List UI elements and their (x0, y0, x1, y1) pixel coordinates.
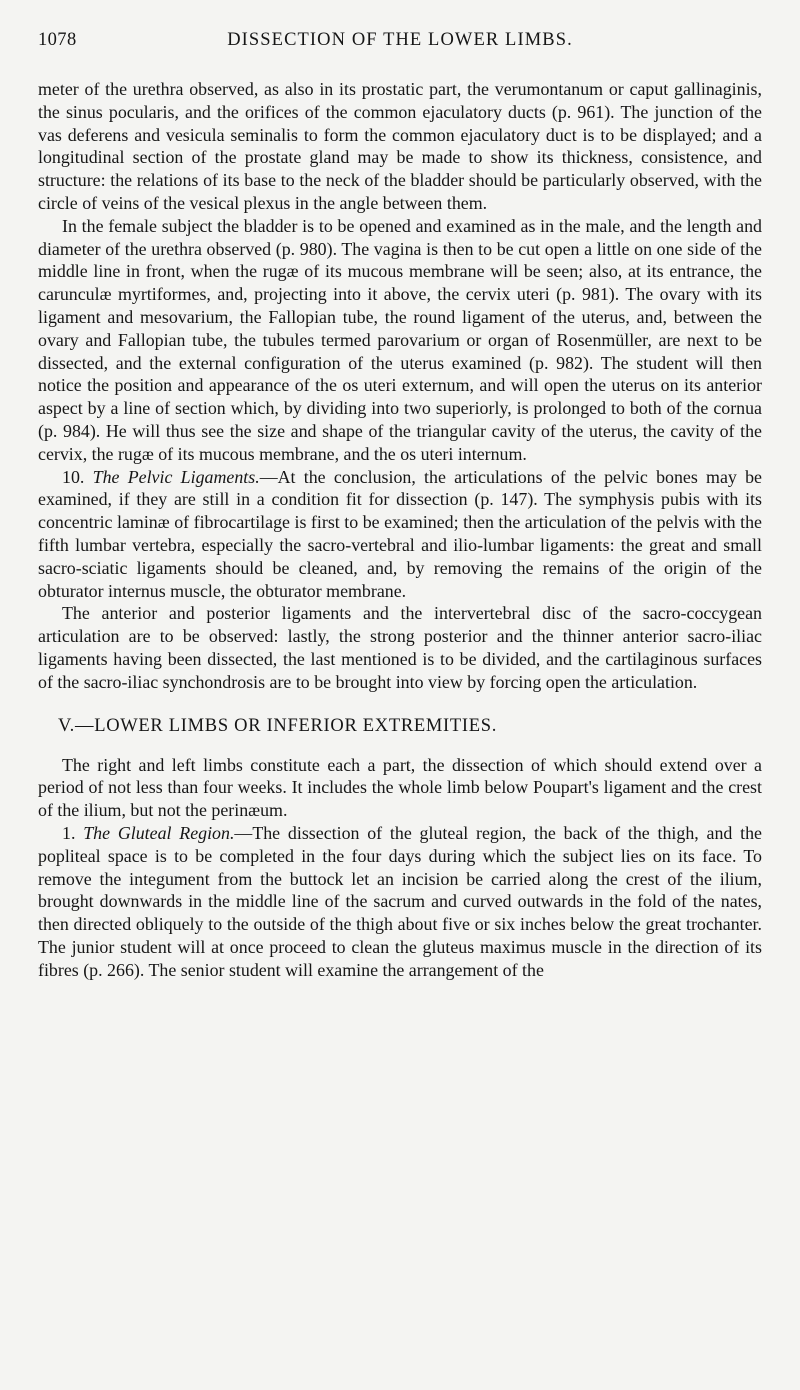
paragraph-prostate-continuation: meter of the urethra observed, as also in its prostatic part, the verumontanum or caput gallinaginis, the sinus pocularis, and the orifices of the common ejaculatory ducts (p. 961). The junction of the vas deferens and vesicula seminalis to form the common ejaculatory duct is to be displayed; and a longitudinal section of the prostate gland may be made to show its thickness, consistence, and structure: the relations of its base to the neck of the bladder should be particularly observed, with the circle of veins of the vesical plexus in the angle between them. (38, 79, 762, 213)
section-heading: V.—LOWER LIMBS OR INFERIOR EXTREMITIES. (58, 715, 498, 736)
paragraph-gluteal-region (38, 822, 762, 982)
paragraph-title: The Gluteal Region. (83, 822, 235, 843)
paragraph-female-subject: In the female subject the bladder is to be opened and examined as in the male, and the length and diameter of the urethra observed (p. 980). The vagina is then to be cut open a little on one side of the middle line in front, when the rugæ of its mucous membrane will be seen; also, at its entrance, the carunculæ myrtiformes, and, projecting into it above, the cervix uteri (p. 981). The ovary with its ligament and mesovarium, the Fallopian tube, the round ligament of the uterus, and, between the ovary and Fallopian tube, the tubules termed parovarium or organ of Rosenmüller, are next to be dissected, and the external configuration of the uterus examined (p. 982). The student will then notice the position and appearance of the os uteri externum, and will open the uterus on its anterior aspect by a line of section which, by dividing into two superiorly, is prolonged to both of the cornua (p. 984). He will thus see the size and shape of the triangular cavity of the uterus, the cavity of the cervix, the rugæ of its mucous membrane, and the os uteri internum. (38, 215, 762, 464)
page-number: 1078 (38, 30, 77, 50)
running-head: DISSECTION OF THE LOWER LIMBS. (227, 30, 573, 50)
paragraph-title: The Pelvic Ligaments. (92, 466, 260, 487)
paragraph-body: —At the conclusion, the articulations of the pelvic bones may be examined, if they are still in a condition fit for dissection (p. 147). The symphysis pubis with its concentric laminæ of fibrocartilage is first to be examined; then the articulation of the pelvis with the fifth lumbar vertebra, especially the sacro-vertebral and ilio-lumbar ligaments: the great and small sacro-sciatic ligaments should be cleaned, and, by removing the remains of the origin of the obturator internus muscle, the obturator membrane. (38, 466, 762, 601)
paragraph-number: 1. (62, 822, 76, 843)
paragraph-sacro-coccygean: The anterior and posterior ligaments and the intervertebral disc of the sacro-coccygean articulation are to be observed: lastly, the strong posterior and the thinner anterior sacro-iliac ligaments having been dissected, the last mentioned is to be divided, and the cartilaginous surfaces of the sacro-iliac synchondrosis are to be brought into view by forcing open the articulation. (38, 603, 762, 692)
paragraph-pelvic-ligaments (38, 466, 762, 603)
paragraph-number: 10. (62, 466, 85, 487)
paragraph-body: —The dissection of the gluteal region, the back of the thigh, and the popliteal space is to be completed in the four days during which the subject lies on its face. To remove the integument from the buttock let an incision be carried along the crest of the ilium, brought downwards in the middle line of the sacrum and curved outwards in the fold of the nates, then directed obliquely to the outside of the thigh about five or six inches below the great trochanter. The junior student will at once proceed to clean the gluteus maximus muscle in the direction of its fibres (p. 266). The senior student will examine the arrangement of the (38, 822, 762, 980)
page-header (38, 30, 762, 62)
paragraph-limbs-intro: The right and left limbs constitute each a part, the dissection of which should extend over a period of not less than four weeks. It includes the whole limb below Poupart's ligament and the crest of the ilium, but not the perinæum. (38, 754, 762, 821)
